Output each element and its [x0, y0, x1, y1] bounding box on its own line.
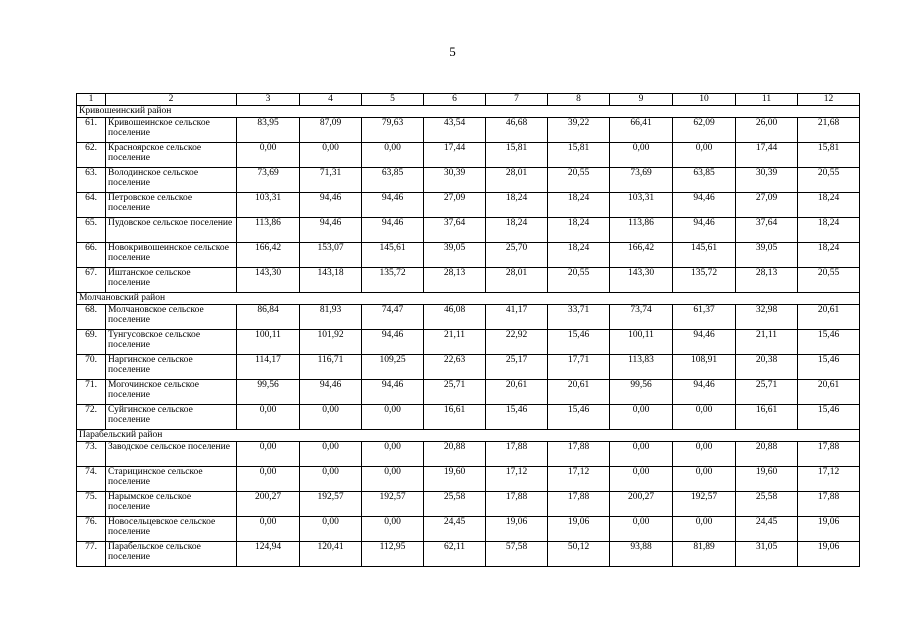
value-cell-col-5: 94,46 — [362, 330, 424, 355]
column-header-2: 2 — [106, 94, 237, 106]
value-cell-col-7: 22,92 — [486, 330, 548, 355]
value-cell-col-3: 113,86 — [237, 218, 300, 243]
value-cell-col-6: 20,88 — [424, 442, 486, 467]
value-cell-col-8: 18,24 — [548, 218, 610, 243]
row-number: 62. — [77, 143, 106, 168]
value-cell-col-5: 145,61 — [362, 243, 424, 268]
value-cell-col-12: 19,06 — [798, 542, 860, 567]
value-cell-col-10: 0,00 — [673, 405, 736, 430]
table-row — [77, 405, 860, 430]
value-cell-col-5: 94,46 — [362, 218, 424, 243]
table-row — [77, 243, 860, 268]
value-cell-col-4: 120,41 — [300, 542, 362, 567]
value-cell-col-6: 24,45 — [424, 517, 486, 542]
value-cell-col-4: 71,31 — [300, 168, 362, 193]
value-cell-col-7: 20,61 — [486, 380, 548, 405]
settlement-name: Новосельцевское сельское поселение — [106, 517, 237, 542]
value-cell-col-12: 17,12 — [798, 467, 860, 492]
value-cell-col-6: 25,58 — [424, 492, 486, 517]
value-cell-col-10: 135,72 — [673, 268, 736, 293]
settlement-name: Красноярское сельское поселение — [106, 143, 237, 168]
value-cell-col-5: 112,95 — [362, 542, 424, 567]
value-cell-col-5: 0,00 — [362, 517, 424, 542]
table-body — [77, 106, 860, 567]
value-cell-col-11: 25,58 — [736, 492, 798, 517]
value-cell-col-12: 20,61 — [798, 305, 860, 330]
value-cell-col-10: 61,37 — [673, 305, 736, 330]
row-number: 73. — [77, 442, 106, 467]
value-cell-col-4: 0,00 — [300, 442, 362, 467]
value-cell-col-9: 200,27 — [610, 492, 673, 517]
value-cell-col-10: 0,00 — [673, 442, 736, 467]
value-cell-col-4: 0,00 — [300, 517, 362, 542]
value-cell-col-11: 20,88 — [736, 442, 798, 467]
value-cell-col-6: 46,08 — [424, 305, 486, 330]
value-cell-col-4: 0,00 — [300, 143, 362, 168]
value-cell-col-10: 0,00 — [673, 467, 736, 492]
value-cell-col-8: 17,88 — [548, 492, 610, 517]
value-cell-col-9: 93,88 — [610, 542, 673, 567]
table-row — [77, 492, 860, 517]
value-cell-col-9: 0,00 — [610, 405, 673, 430]
value-cell-col-4: 94,46 — [300, 193, 362, 218]
value-cell-col-6: 28,13 — [424, 268, 486, 293]
value-cell-col-11: 20,38 — [736, 355, 798, 380]
column-header-6: 6 — [424, 94, 486, 106]
value-cell-col-12: 17,88 — [798, 492, 860, 517]
value-cell-col-5: 94,46 — [362, 193, 424, 218]
table-row — [77, 305, 860, 330]
district-name: Кривошеинский район — [77, 106, 860, 118]
value-cell-col-8: 15,81 — [548, 143, 610, 168]
table-row — [77, 193, 860, 218]
value-cell-col-3: 73,69 — [237, 168, 300, 193]
value-cell-col-12: 18,24 — [798, 218, 860, 243]
column-header-8: 8 — [548, 94, 610, 106]
table-row — [77, 380, 860, 405]
value-cell-col-5: 192,57 — [362, 492, 424, 517]
value-cell-col-10: 62,09 — [673, 118, 736, 143]
value-cell-col-3: 86,84 — [237, 305, 300, 330]
value-cell-col-9: 66,41 — [610, 118, 673, 143]
value-cell-col-9: 99,56 — [610, 380, 673, 405]
settlement-name: Парабельское сельское поселение — [106, 542, 237, 567]
value-cell-col-9: 0,00 — [610, 143, 673, 168]
value-cell-col-8: 17,71 — [548, 355, 610, 380]
value-cell-col-10: 94,46 — [673, 218, 736, 243]
district-name: Молчановский район — [77, 293, 860, 305]
value-cell-col-3: 83,95 — [237, 118, 300, 143]
value-cell-col-8: 20,55 — [548, 268, 610, 293]
district-row — [77, 430, 860, 442]
value-cell-col-7: 15,81 — [486, 143, 548, 168]
value-cell-col-9: 103,31 — [610, 193, 673, 218]
value-cell-col-7: 28,01 — [486, 268, 548, 293]
row-number: 61. — [77, 118, 106, 143]
table-row — [77, 442, 860, 467]
value-cell-col-7: 19,06 — [486, 517, 548, 542]
value-cell-col-9: 143,30 — [610, 268, 673, 293]
value-cell-col-7: 25,17 — [486, 355, 548, 380]
value-cell-col-3: 143,30 — [237, 268, 300, 293]
row-number: 66. — [77, 243, 106, 268]
table-row — [77, 355, 860, 380]
value-cell-col-10: 192,57 — [673, 492, 736, 517]
value-cell-col-8: 17,12 — [548, 467, 610, 492]
value-cell-col-3: 103,31 — [237, 193, 300, 218]
table-row — [77, 218, 860, 243]
value-cell-col-9: 73,69 — [610, 168, 673, 193]
value-cell-col-3: 99,56 — [237, 380, 300, 405]
row-number: 77. — [77, 542, 106, 567]
value-cell-col-4: 94,46 — [300, 380, 362, 405]
column-header-4: 4 — [300, 94, 362, 106]
value-cell-col-8: 15,46 — [548, 330, 610, 355]
value-cell-col-6: 17,44 — [424, 143, 486, 168]
value-cell-col-5: 74,47 — [362, 305, 424, 330]
value-cell-col-5: 0,00 — [362, 143, 424, 168]
data-table — [76, 93, 860, 567]
table-row — [77, 330, 860, 355]
value-cell-col-6: 16,61 — [424, 405, 486, 430]
column-header-11: 11 — [736, 94, 798, 106]
column-header-10: 10 — [673, 94, 736, 106]
value-cell-col-7: 17,88 — [486, 442, 548, 467]
value-cell-col-9: 100,11 — [610, 330, 673, 355]
settlement-name: Петровское сельское поселение — [106, 193, 237, 218]
value-cell-col-9: 113,86 — [610, 218, 673, 243]
value-cell-col-11: 37,64 — [736, 218, 798, 243]
value-cell-col-4: 81,93 — [300, 305, 362, 330]
value-cell-col-8: 33,71 — [548, 305, 610, 330]
row-number: 74. — [77, 467, 106, 492]
value-cell-col-6: 43,54 — [424, 118, 486, 143]
value-cell-col-6: 62,11 — [424, 542, 486, 567]
value-cell-col-7: 25,70 — [486, 243, 548, 268]
settlement-name: Заводское сельское поселение — [106, 442, 237, 467]
value-cell-col-11: 19,60 — [736, 467, 798, 492]
value-cell-col-7: 46,68 — [486, 118, 548, 143]
column-header-9: 9 — [610, 94, 673, 106]
value-cell-col-12: 18,24 — [798, 243, 860, 268]
value-cell-col-12: 19,06 — [798, 517, 860, 542]
value-cell-col-12: 20,55 — [798, 268, 860, 293]
row-number: 71. — [77, 380, 106, 405]
value-cell-col-9: 0,00 — [610, 467, 673, 492]
value-cell-col-9: 0,00 — [610, 442, 673, 467]
column-header-1: 1 — [77, 94, 106, 106]
column-header-3: 3 — [237, 94, 300, 106]
value-cell-col-7: 17,88 — [486, 492, 548, 517]
value-cell-col-11: 31,05 — [736, 542, 798, 567]
value-cell-col-7: 41,17 — [486, 305, 548, 330]
row-number: 65. — [77, 218, 106, 243]
value-cell-col-4: 143,18 — [300, 268, 362, 293]
value-cell-col-3: 100,11 — [237, 330, 300, 355]
value-cell-col-4: 94,46 — [300, 218, 362, 243]
value-cell-col-8: 39,22 — [548, 118, 610, 143]
value-cell-col-3: 0,00 — [237, 143, 300, 168]
value-cell-col-6: 19,60 — [424, 467, 486, 492]
value-cell-col-9: 73,74 — [610, 305, 673, 330]
district-name: Парабельский район — [77, 430, 860, 442]
value-cell-col-12: 20,61 — [798, 380, 860, 405]
value-cell-col-6: 22,63 — [424, 355, 486, 380]
district-row — [77, 106, 860, 118]
value-cell-col-12: 17,88 — [798, 442, 860, 467]
value-cell-col-7: 18,24 — [486, 218, 548, 243]
value-cell-col-8: 15,46 — [548, 405, 610, 430]
row-number: 69. — [77, 330, 106, 355]
value-cell-col-12: 15,46 — [798, 405, 860, 430]
settlement-name: Кривошеинское сельское поселение — [106, 118, 237, 143]
value-cell-col-5: 0,00 — [362, 467, 424, 492]
value-cell-col-6: 39,05 — [424, 243, 486, 268]
value-cell-col-10: 63,85 — [673, 168, 736, 193]
value-cell-col-10: 108,91 — [673, 355, 736, 380]
row-number: 63. — [77, 168, 106, 193]
value-cell-col-7: 17,12 — [486, 467, 548, 492]
value-cell-col-11: 24,45 — [736, 517, 798, 542]
row-number: 67. — [77, 268, 106, 293]
value-cell-col-6: 25,71 — [424, 380, 486, 405]
table-row — [77, 168, 860, 193]
value-cell-col-7: 15,46 — [486, 405, 548, 430]
value-cell-col-12: 18,24 — [798, 193, 860, 218]
value-cell-col-10: 94,46 — [673, 193, 736, 218]
value-cell-col-4: 116,71 — [300, 355, 362, 380]
settlement-name: Молчановское сельское поселение — [106, 305, 237, 330]
value-cell-col-8: 20,61 — [548, 380, 610, 405]
value-cell-col-12: 21,68 — [798, 118, 860, 143]
value-cell-col-6: 27,09 — [424, 193, 486, 218]
value-cell-col-10: 81,89 — [673, 542, 736, 567]
value-cell-col-4: 192,57 — [300, 492, 362, 517]
settlement-name: Нарымское сельское поселение — [106, 492, 237, 517]
row-number: 75. — [77, 492, 106, 517]
value-cell-col-12: 15,46 — [798, 330, 860, 355]
row-number: 68. — [77, 305, 106, 330]
value-cell-col-11: 26,00 — [736, 118, 798, 143]
settlement-name: Могочинское сельское поселение — [106, 380, 237, 405]
value-cell-col-11: 16,61 — [736, 405, 798, 430]
value-cell-col-11: 28,13 — [736, 268, 798, 293]
header-row — [77, 94, 860, 106]
column-header-5: 5 — [362, 94, 424, 106]
value-cell-col-6: 37,64 — [424, 218, 486, 243]
value-cell-col-11: 32,98 — [736, 305, 798, 330]
value-cell-col-4: 153,07 — [300, 243, 362, 268]
settlement-name: Володинское сельское поселение — [106, 168, 237, 193]
value-cell-col-5: 79,63 — [362, 118, 424, 143]
value-cell-col-8: 50,12 — [548, 542, 610, 567]
value-cell-col-5: 94,46 — [362, 380, 424, 405]
settlement-name: Новокривошеинское сельское поселение — [106, 243, 237, 268]
value-cell-col-9: 0,00 — [610, 517, 673, 542]
value-cell-col-11: 30,39 — [736, 168, 798, 193]
value-cell-col-8: 18,24 — [548, 243, 610, 268]
table-row — [77, 517, 860, 542]
value-cell-col-5: 135,72 — [362, 268, 424, 293]
settlement-name: Старицинское сельское поселение — [106, 467, 237, 492]
value-cell-col-6: 30,39 — [424, 168, 486, 193]
value-cell-col-4: 0,00 — [300, 467, 362, 492]
value-cell-col-10: 0,00 — [673, 517, 736, 542]
row-number: 72. — [77, 405, 106, 430]
value-cell-col-11: 25,71 — [736, 380, 798, 405]
value-cell-col-8: 20,55 — [548, 168, 610, 193]
value-cell-col-8: 17,88 — [548, 442, 610, 467]
table-row — [77, 542, 860, 567]
settlement-name: Иштанское сельское поселение — [106, 268, 237, 293]
value-cell-col-3: 0,00 — [237, 467, 300, 492]
value-cell-col-8: 18,24 — [548, 193, 610, 218]
value-cell-col-3: 200,27 — [237, 492, 300, 517]
district-row — [77, 293, 860, 305]
value-cell-col-3: 114,17 — [237, 355, 300, 380]
value-cell-col-12: 20,55 — [798, 168, 860, 193]
value-cell-col-10: 94,46 — [673, 380, 736, 405]
value-cell-col-6: 21,11 — [424, 330, 486, 355]
table-row — [77, 143, 860, 168]
column-header-7: 7 — [486, 94, 548, 106]
value-cell-col-12: 15,81 — [798, 143, 860, 168]
settlement-name: Тунгусовское сельское поселение — [106, 330, 237, 355]
value-cell-col-10: 0,00 — [673, 143, 736, 168]
value-cell-col-5: 109,25 — [362, 355, 424, 380]
value-cell-col-5: 0,00 — [362, 405, 424, 430]
value-cell-col-3: 124,94 — [237, 542, 300, 567]
value-cell-col-9: 113,83 — [610, 355, 673, 380]
row-number: 64. — [77, 193, 106, 218]
value-cell-col-3: 0,00 — [237, 405, 300, 430]
value-cell-col-8: 19,06 — [548, 517, 610, 542]
value-cell-col-3: 0,00 — [237, 517, 300, 542]
value-cell-col-7: 18,24 — [486, 193, 548, 218]
value-cell-col-4: 0,00 — [300, 405, 362, 430]
table-row — [77, 268, 860, 293]
value-cell-col-4: 101,92 — [300, 330, 362, 355]
value-cell-col-9: 166,42 — [610, 243, 673, 268]
settlement-name: Суйгинское сельское поселение — [106, 405, 237, 430]
row-number: 70. — [77, 355, 106, 380]
value-cell-col-5: 63,85 — [362, 168, 424, 193]
settlement-name: Наргинское сельское поселение — [106, 355, 237, 380]
value-cell-col-11: 21,11 — [736, 330, 798, 355]
table-row — [77, 118, 860, 143]
value-cell-col-7: 28,01 — [486, 168, 548, 193]
page-number: 5 — [449, 44, 456, 59]
settlement-name: Пудовское сельское поселение — [106, 218, 237, 243]
value-cell-col-10: 94,46 — [673, 330, 736, 355]
value-cell-col-11: 27,09 — [736, 193, 798, 218]
value-cell-col-7: 57,58 — [486, 542, 548, 567]
value-cell-col-10: 145,61 — [673, 243, 736, 268]
value-cell-col-11: 39,05 — [736, 243, 798, 268]
value-cell-col-12: 15,46 — [798, 355, 860, 380]
value-cell-col-11: 17,44 — [736, 143, 798, 168]
table-row — [77, 467, 860, 492]
row-number: 76. — [77, 517, 106, 542]
value-cell-col-3: 0,00 — [237, 442, 300, 467]
value-cell-col-3: 166,42 — [237, 243, 300, 268]
value-cell-col-4: 87,09 — [300, 118, 362, 143]
value-cell-col-5: 0,00 — [362, 442, 424, 467]
column-header-12: 12 — [798, 94, 860, 106]
